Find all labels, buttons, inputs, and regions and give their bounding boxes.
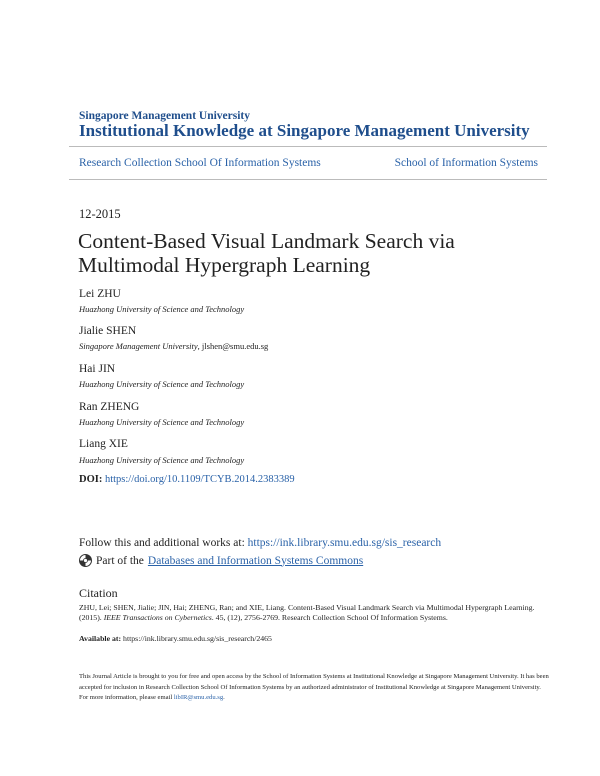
author-affiliation: Singapore Management University, jlshen@smu.edu.sg <box>79 341 269 351</box>
available-label: Available at: <box>79 634 122 643</box>
university-name[interactable]: Singapore Management University <box>79 110 251 122</box>
repository-title[interactable]: Institutional Knowledge at Singapore Management University <box>79 121 530 140</box>
author-name: Ran ZHENG <box>79 401 140 413</box>
author-name: Liang XIE <box>79 438 128 450</box>
doi-link[interactable]: https://doi.org/10.1109/TCYB.2014.2383389 <box>104 474 295 485</box>
collection-link-research[interactable]: Research Collection School Of Information Systems <box>79 157 321 169</box>
available-at <box>79 634 272 643</box>
contact-email-link[interactable]: libIR@smu.edu.sg <box>173 694 224 701</box>
citation-heading: Citation <box>79 586 118 600</box>
article-title: Content-Based Visual Landmark Search via Multimodal Hypergraph Learning <box>78 229 455 277</box>
publication-date: 12-2015 <box>79 207 121 221</box>
commons-network-icon <box>79 554 92 567</box>
citation-text: ZHU, Lei; SHEN, Jialie; JIN, Hai; ZHENG, Ran; and XIE, Liang. Content-Based Visual Landmark Search via Multimodal Hypergraph Learning. (2015). IEEE Transactions on Cybernetics. 45, (12), 2756-2769. Research Collection School Of Information Systems. <box>79 603 535 622</box>
available-url[interactable]: https://ink.library.smu.edu.sg/sis_research/2465 <box>121 634 272 643</box>
doi-line <box>79 474 295 485</box>
author-affiliation: Huazhong University of Science and Technology <box>79 304 245 314</box>
collection-link-school[interactable]: School of Information Systems <box>394 157 538 169</box>
author-name: Hai JIN <box>79 363 116 375</box>
author-affiliation: Huazhong University of Science and Technology <box>79 417 245 427</box>
follow-link[interactable]: https://ink.library.smu.edu.sg/sis_research <box>247 537 442 549</box>
follow-line <box>79 537 441 549</box>
author-name: Jialie SHEN <box>79 325 137 337</box>
author-email: , jlshen@smu.edu.sg <box>197 341 269 351</box>
journal-name: IEEE Transactions on Cybernetics <box>103 613 212 622</box>
author-name: Lei ZHU <box>79 288 121 300</box>
header-divider-top <box>69 146 547 147</box>
partof-line <box>79 554 363 567</box>
follow-text: Follow this and additional works at: <box>79 537 248 549</box>
partof-text: Part of the <box>96 554 144 567</box>
doi-label: DOI: <box>79 474 103 485</box>
header-divider-bottom <box>69 179 547 180</box>
commons-link[interactable]: Databases and Information Systems Commons <box>147 554 364 567</box>
author-affiliation: Huazhong University of Science and Technology <box>79 455 245 465</box>
author-affiliation: Huazhong University of Science and Technology <box>79 379 245 389</box>
access-notice: This Journal Article is brought to you for free and open access by the School of Information Systems at Institutional Knowledge at Singapore Management University. It has been accepted for inclusion in Research Collection School Of Information Systems by an authorized administrator of Institutional Knowledge at Singapore Management University. For more information, please email libIR@smu.edu.sg. <box>79 673 549 701</box>
